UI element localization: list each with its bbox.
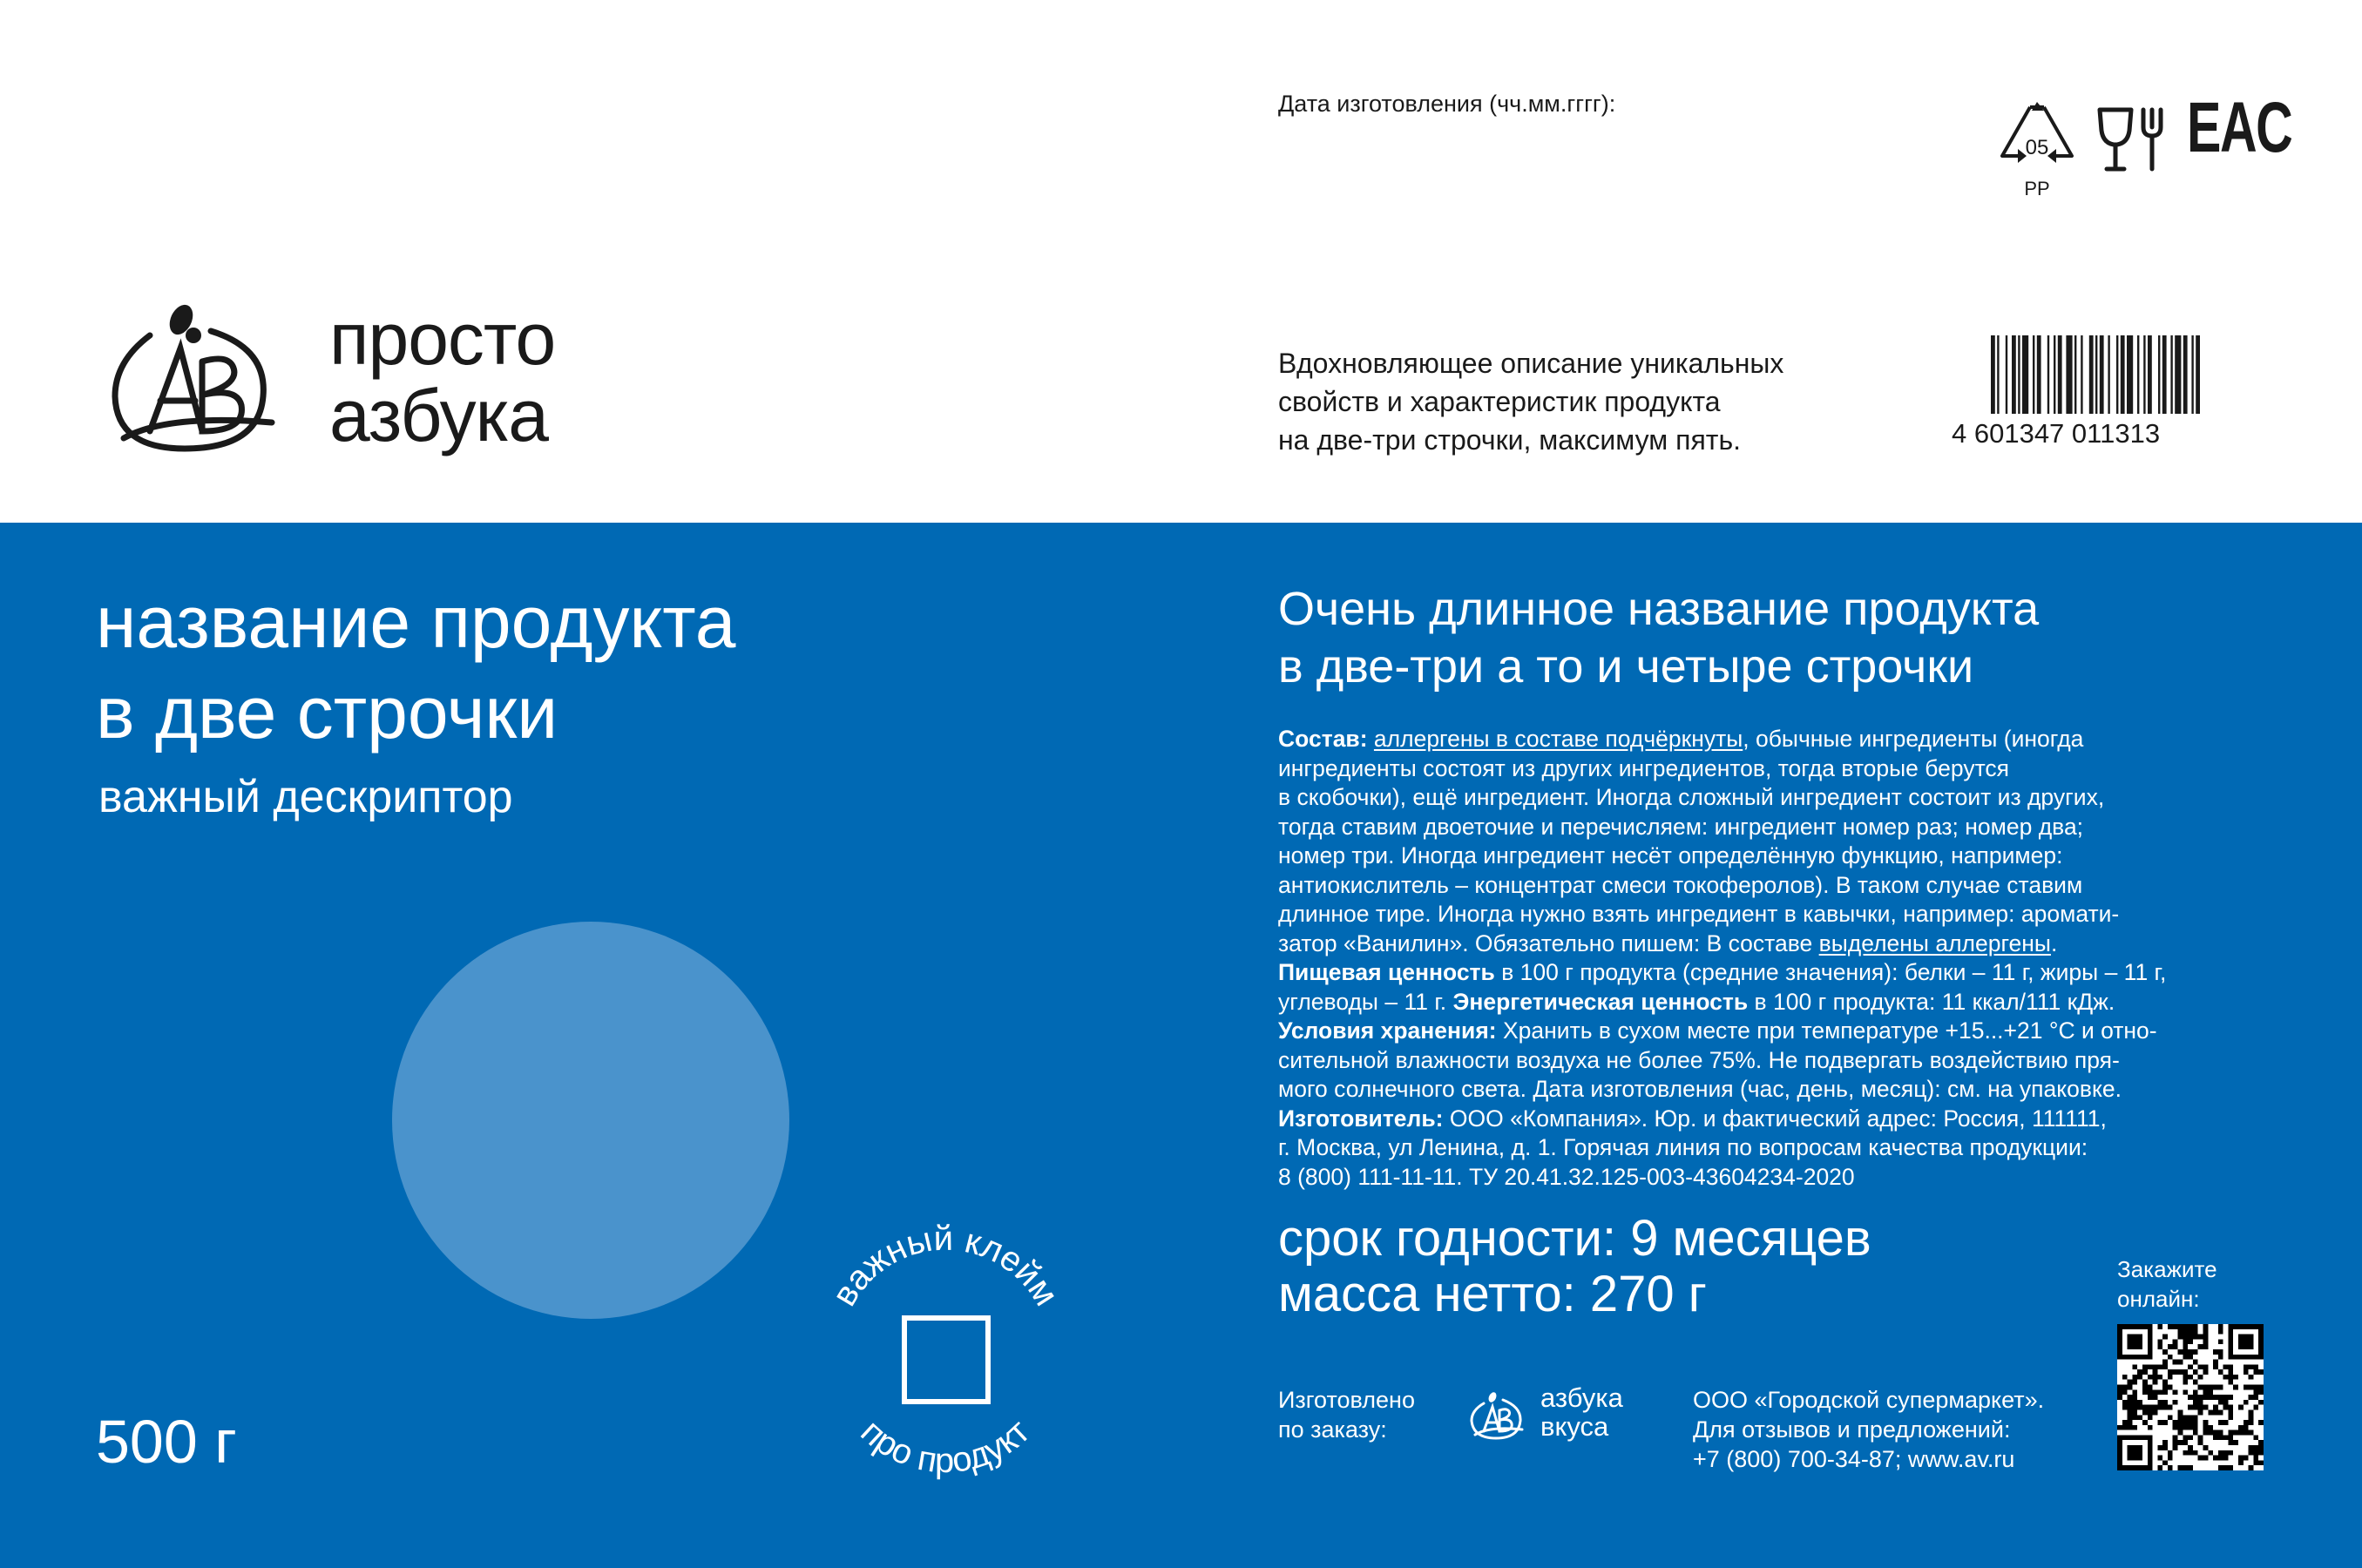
made-for-line: Изготовлено — [1278, 1387, 1415, 1413]
storage-label: Условия хранения: — [1278, 1017, 1497, 1044]
product-descriptor: важный дескриптор — [98, 772, 513, 822]
stamp-bottom-text: про продукт — [853, 1412, 1038, 1481]
composition-text: . — [2050, 929, 2058, 956]
composition-text: антиокислитель – концентрат смеси токоферолов). В таком случае ставим — [1278, 871, 2083, 898]
av-name-line: вкуса — [1540, 1411, 1609, 1442]
brand-name-line2: азбука — [329, 375, 548, 456]
svg-text:важный клейм — [825, 1220, 1066, 1313]
composition-text: затор «Ванилин». Обязательно пишем: В составе — [1278, 929, 1819, 956]
azbuka-logo-icon — [98, 301, 285, 475]
composition-text: номер три. Иногда ингредиент несёт определённую функцию, например: — [1278, 842, 2063, 868]
composition-text: тогда ставим двоеточие и перечисляем: ингредиент номер раз; номер два; — [1278, 813, 2084, 840]
nutrition-text: углеводы – 11 г. — [1278, 988, 1453, 1015]
description-line: на две-три строчки, максимум пять. — [1278, 424, 1742, 456]
net-mass: масса нетто: 270 г — [1278, 1266, 1707, 1322]
composition-text: , обычные ингредиенты (иногда — [1743, 726, 2084, 752]
description-line: свойств и характеристик продукта — [1278, 386, 1721, 417]
composition-block — [1278, 725, 2271, 1192]
made-for-line: по заказу: — [1278, 1416, 1387, 1443]
shelf-life-block — [1278, 1211, 1871, 1322]
maker-text: 8 (800) 111-11-11. ТУ 20.41.32.125-003-43604234-2020 — [1278, 1163, 1855, 1190]
stamp-square — [904, 1318, 988, 1402]
shelf-life: срок годности: 9 месяцев — [1278, 1210, 1871, 1267]
azbuka-vkusa-logo-icon — [1466, 1391, 1526, 1443]
energy-text: в 100 г продукта: 11 ккал/111 кДж. — [1748, 988, 2115, 1015]
product-weight: 500 г — [96, 1408, 237, 1476]
qr-code-icon[interactable] — [2117, 1324, 2264, 1470]
composition-label: Состав: — [1278, 726, 1368, 752]
recycle-code: 05 — [2025, 136, 2049, 159]
long-name-line: в две-три а то и четыре строчки — [1278, 640, 1974, 693]
composition-text: в скобочки), ещё ингредиент. Иногда сложный ингредиент состоит из других, — [1278, 784, 2105, 810]
eac-mark: EAC — [2187, 88, 2292, 167]
order-online-label — [2117, 1254, 2217, 1314]
order-online-line: онлайн: — [2117, 1286, 2200, 1312]
product-title-line: название продукта — [96, 581, 736, 663]
recycle-pp-icon — [1995, 98, 2079, 203]
long-name-line: Очень длинное название продукта — [1278, 583, 2040, 635]
brand-name-line1: просто — [329, 298, 556, 380]
recycle-material: PP — [2024, 178, 2050, 199]
maker-label: Изготовитель: — [1278, 1105, 1444, 1132]
label-top-section — [0, 0, 2362, 523]
product-stamp — [793, 1202, 1098, 1507]
storage-text: мого солнечного света. Дата изготовления (час, день, месяц): см. на упаковке. — [1278, 1076, 2122, 1102]
manufacture-date-label: Дата изготовления (чч.мм.гггг): — [1278, 91, 1616, 117]
stamp-top-text: важный клейм — [824, 1219, 1066, 1313]
brand-name — [329, 298, 556, 456]
av-name-line: азбука — [1540, 1382, 1623, 1413]
nutrition-label: Пищевая ценность — [1278, 959, 1495, 985]
order-online-line: Закажите — [2117, 1256, 2217, 1282]
composition-allergens: аллергены в составе подчёркнуты — [1373, 726, 1743, 752]
company-line: ООО «Городской супермаркет». — [1693, 1387, 2045, 1413]
maker-text: ООО «Компания». Юр. и фактический адрес: Россия, 111111, — [1443, 1105, 2107, 1132]
maker-text: г. Москва, ул Ленина, д. 1. Горячая линия по вопросам качества продукции: — [1278, 1134, 2088, 1160]
composition-allergens-note: выделены аллергены — [1818, 929, 2051, 956]
product-title — [96, 577, 735, 758]
product-long-name — [1278, 580, 2039, 695]
made-for-label — [1278, 1385, 1415, 1444]
energy-label: Энергетическая ценность — [1452, 988, 1749, 1015]
company-line: Для отзывов и предложений: — [1693, 1416, 2011, 1443]
product-title-line: в две строчки — [96, 672, 558, 754]
glass-fork-icon — [2095, 105, 2173, 174]
description-line: Вдохновляющее описание уникальных — [1278, 348, 1784, 379]
company-info — [1693, 1385, 2044, 1474]
product-image-placeholder — [392, 922, 789, 1319]
composition-text: длинное тире. Иногда нужно взять ингредиент в кавычки, например: аромати- — [1278, 901, 2120, 927]
company-contacts: +7 (800) 700-34-87; www.av.ru — [1693, 1446, 2015, 1472]
svg-text:про продукт — [854, 1412, 1038, 1480]
storage-text: сительной влажности воздуха не более 75%. Не подвергать воздействию пря- — [1278, 1046, 2120, 1073]
storage-text: Хранить в сухом месте при температуре +15...+21 °С и отно- — [1496, 1017, 2157, 1044]
product-description — [1278, 344, 1940, 459]
azbuka-vkusa-name — [1540, 1383, 1623, 1441]
barcode-digits: 4 601347 011313 — [1952, 418, 2161, 449]
composition-text: ингредиенты состоят из других ингредиентов, тогда вторые берутся — [1278, 754, 2010, 781]
nutrition-text: в 100 г продукта (средние значения): белки – 11 г, жиры – 11 г, — [1494, 959, 2167, 985]
